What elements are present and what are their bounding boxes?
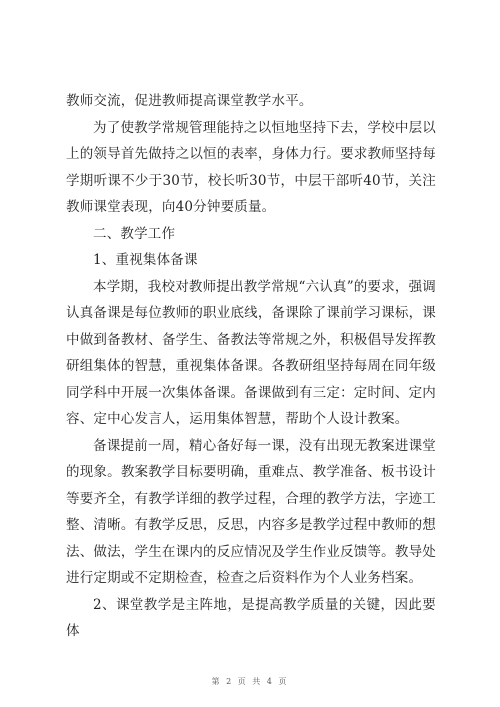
page-number-footer: 第 2 页 共 4 页 <box>211 677 289 686</box>
subheading-collective-lesson-prep: 1、重视集体备课 <box>93 252 198 268</box>
paragraph-lesson-prep-requirements: 本学期，我校对教师提出教学常规“六认真”的要求，强调认真备课是每位教师的职业底线，备课除了课前学习课标，课中做到备教材、备学生、备教法等常规之外，积极倡导发挥教研组集体的智慧，重视集体备课。各教研组坚持每周在同年级同学科中开展一次集体备课。备课做到有三定：定时间、定内容、定中心发言人，运用集体智慧，帮助个人设计教案。 <box>66 278 437 427</box>
paragraph-continuation: 教师交流，促进教师提高课堂教学水平。 <box>66 93 313 109</box>
paragraph-classroom-teaching: 2、课堂教学是主阵地，是提高教学质量的关键，因此要体 <box>66 596 436 639</box>
paragraph-lesson-plan-checks: 备课提前一周，精心备好每一课，没有出现无教案进课堂的现象。教案教学目标要明确，重难点、教学准备、板书设计等要齐全，有教学详细的教学过程，合理的教学方法，字迹工整、清晰。有教学反思，反思，内容多是教学过程中教师的想法、做法，学生在课内的反应情况及学生作业反馈等。教导处进行定期或不定期检查，检查之后资料作为个人业务档案。 <box>66 437 436 586</box>
paragraph-management: 为了使教学常规管理能持之以恒地坚持下去，学校中层以上的领导首先做持之以恒的表率，身体力行。要求教师坚持每学期听课不少于30节，校长听30节，中层干部听40节，关注教师课堂表现，向40分钟要质量。 <box>66 119 436 215</box>
section-heading-teaching-work: 二、教学工作 <box>93 225 176 242</box>
document-body <box>66 88 436 645</box>
